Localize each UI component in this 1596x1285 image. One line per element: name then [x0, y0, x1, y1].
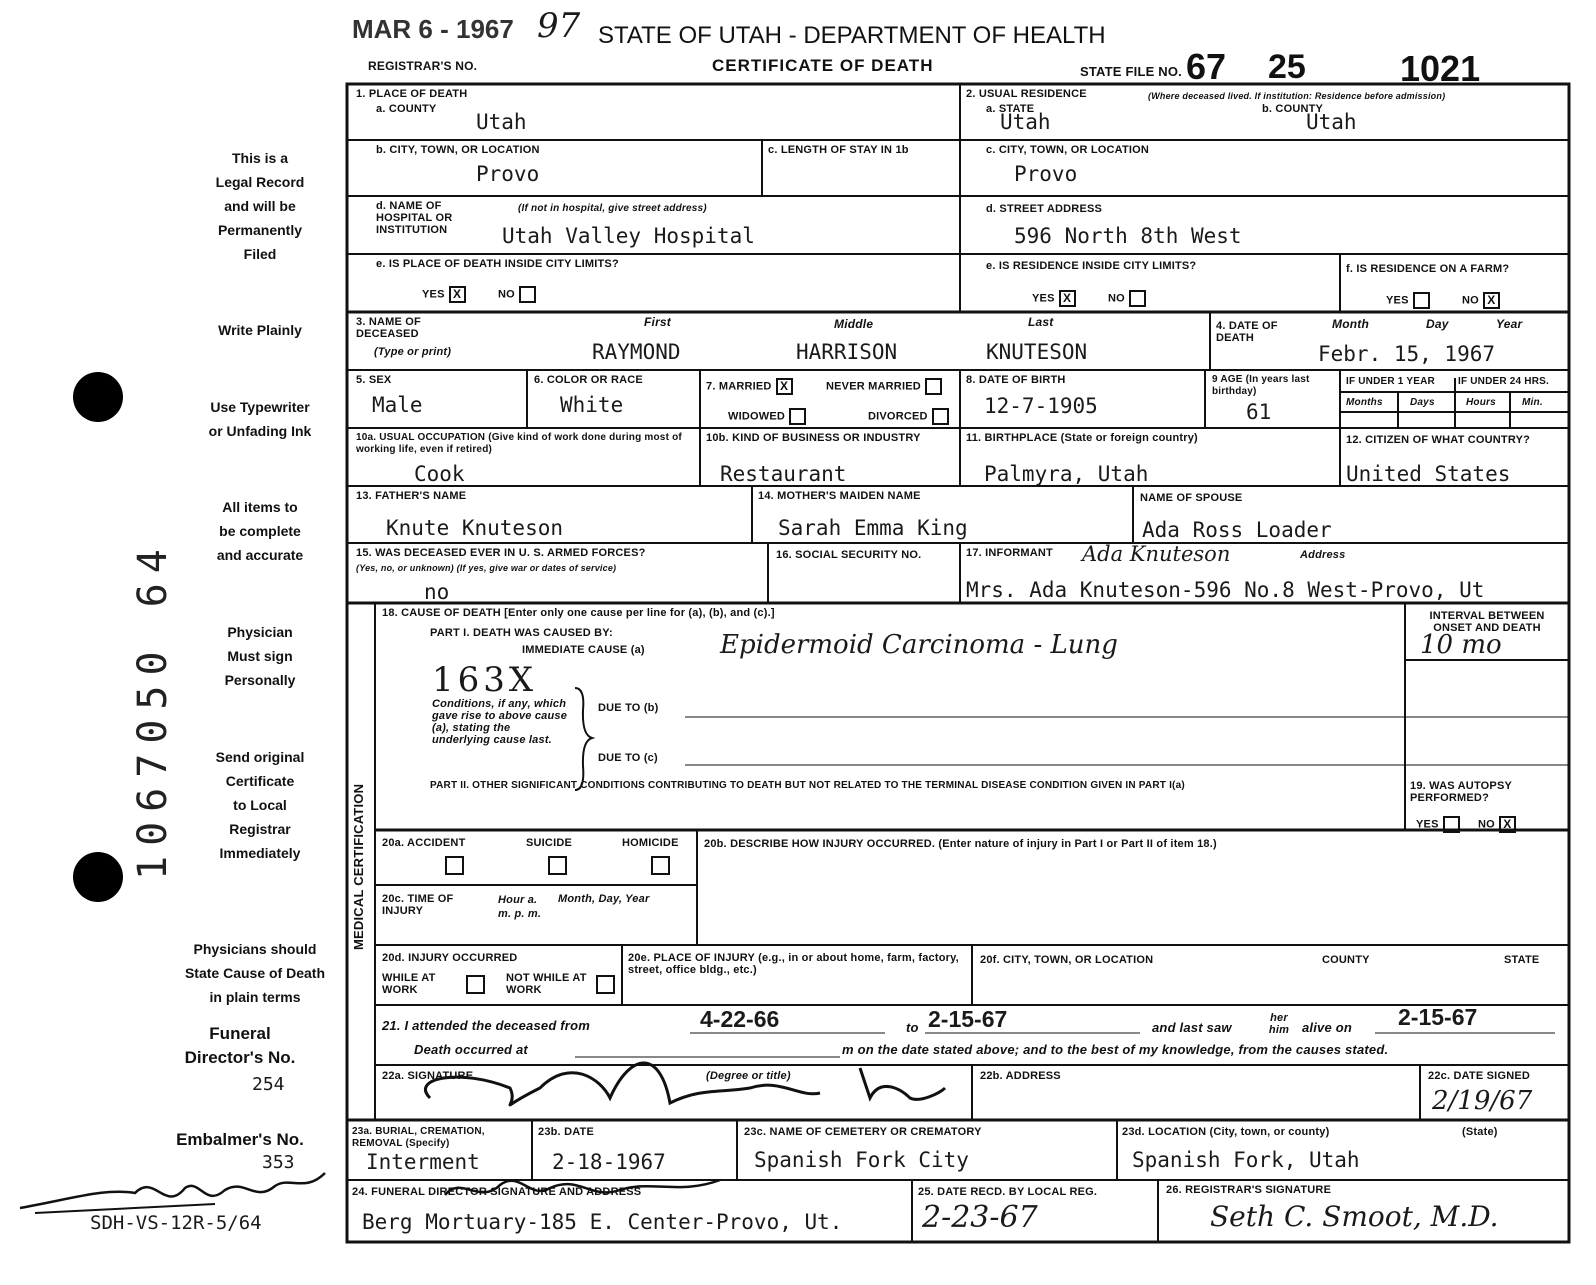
label-death-occurred-rest: m on the date stated above; and to the best of my knowledge, from the causes stated.: [842, 1042, 1389, 1057]
label-citizen: 12. CITIZEN OF WHAT COUNTRY?: [1346, 434, 1531, 446]
funeral-director-signature: [440, 1170, 740, 1210]
farm-no: NO X: [1462, 292, 1500, 309]
label-mother: 14. MOTHER'S MAIDEN NAME: [758, 490, 921, 502]
widowed-option: WIDOWED: [728, 408, 806, 425]
label-year: Year: [1496, 317, 1523, 331]
value-father: Knute Knuteson: [386, 516, 564, 540]
value-funeral-home: Berg Mortuary-185 E. Center-Provo, Ut.: [362, 1210, 843, 1234]
value-burial-date: 2-18-1967: [552, 1150, 666, 1174]
write-plainly-note: Write Plainly: [218, 322, 302, 338]
death-city-yes: YES X: [422, 286, 466, 303]
checkbox-not-while-at-work[interactable]: [596, 975, 615, 994]
label-street-address: d. STREET ADDRESS: [986, 203, 1103, 215]
value-res-city: Provo: [1014, 162, 1078, 186]
label-date-signed: 22c. DATE SIGNED: [1428, 1070, 1531, 1082]
value-death-date: Febr. 15, 1967: [1318, 342, 1496, 366]
physician-signature: [400, 1048, 960, 1120]
registrar-no-label: REGISTRAR'S NO.: [368, 59, 478, 73]
label-race: 6. COLOR OR RACE: [534, 374, 643, 386]
received-stamp: MAR 6 - 1967: [352, 14, 514, 44]
state-file-c: 1021: [1400, 48, 1481, 89]
autopsy-yes: YES: [1416, 816, 1460, 833]
label-place-of-injury: 20e. PLACE OF INJURY (e.g., in or about home, farm, factory, street, office bldg., etc.): [628, 952, 959, 976]
checkbox-farm-yes[interactable]: [1413, 292, 1430, 309]
label-informant-address: Address: [1300, 549, 1346, 561]
label-business: 10b. KIND OF BUSINESS OR INDUSTRY: [706, 432, 921, 444]
label-ssn: 16. SOCIAL SECURITY NO.: [776, 549, 922, 561]
label-due-to-b: DUE TO (b): [598, 702, 659, 714]
label-under-1-year: IF UNDER 1 YEAR: [1346, 376, 1435, 387]
label-immediate-cause: IMMEDIATE CAUSE (a): [522, 644, 645, 656]
label-alive-on: alive on: [1302, 1020, 1353, 1035]
label-injury-city: 20f. CITY, TOWN, OR LOCATION: [980, 954, 1154, 966]
checkbox-never-married[interactable]: [925, 378, 942, 395]
checkbox-accident[interactable]: [445, 856, 464, 875]
value-date-received: 2-23-67: [922, 1200, 1038, 1235]
label-usual-residence: 2. USUAL RESIDENCE: [966, 88, 1087, 100]
label-under-24-hrs: IF UNDER 24 HRS.: [1458, 376, 1549, 387]
value-mother: Sarah Emma King: [778, 516, 968, 540]
label-date-of-death: 4. DATE OF DEATH: [1216, 320, 1278, 344]
label-county: a. COUNTY: [376, 103, 437, 115]
label-length-of-stay: c. LENGTH OF STAY IN 1b: [768, 144, 909, 156]
value-first-name: RAYMOND: [592, 340, 681, 364]
checkbox-homicide[interactable]: [651, 856, 670, 875]
label-spouse: NAME OF SPOUSE: [1140, 492, 1243, 504]
autopsy-no: NO X: [1478, 816, 1516, 833]
label-autopsy: 19. WAS AUTOPSY PERFORMED?: [1410, 780, 1512, 804]
legal-record-note: This is a Legal Record and will be Permanently Filed: [215, 150, 305, 262]
checkbox-suicide[interactable]: [548, 856, 567, 875]
label-last-saw: and last saw: [1152, 1020, 1232, 1035]
label-to: to: [906, 1020, 919, 1035]
label-place-of-death: 1. PLACE OF DEATH: [356, 88, 468, 100]
label-registrar-signature: 26. REGISTRAR'S SIGNATURE: [1166, 1184, 1332, 1196]
label-death-occurred: Death occurred at: [414, 1042, 528, 1057]
divorced-option: DIVORCED: [868, 408, 949, 425]
label-homicide: HOMICIDE: [622, 837, 679, 849]
label-injury-state: STATE: [1504, 954, 1540, 966]
label-res-city-limits: e. IS RESIDENCE INSIDE CITY LIMITS?: [986, 260, 1197, 272]
value-dob: 12-7-1905: [984, 394, 1098, 418]
embalmer-no: 353: [262, 1152, 295, 1173]
value-cemetery-location: Spanish Fork, Utah: [1132, 1148, 1360, 1172]
label-birthplace: 11. BIRTHPLACE (State or foreign country): [966, 432, 1198, 444]
vertical-serial-number: 1067050 64: [130, 539, 176, 880]
label-injury-occurred: 20d. INJURY OCCURRED: [382, 952, 518, 964]
certificate-title: CERTIFICATE OF DEATH: [712, 56, 934, 75]
label-sex: 5. SEX: [356, 374, 392, 386]
value-city: Provo: [476, 162, 540, 186]
label-city: b. CITY, TOWN, OR LOCATION: [376, 144, 540, 156]
value-cause-code: 163X: [432, 660, 538, 700]
value-race: White: [560, 393, 624, 417]
value-spouse: Ada Ross Loader: [1142, 518, 1332, 542]
label-hospital-note: (If not in hospital, give street address): [518, 203, 707, 214]
informant-signature: Ada Knuteson: [1082, 542, 1231, 566]
label-burial-date: 23b. DATE: [538, 1126, 594, 1138]
value-county: Utah: [476, 110, 527, 134]
value-birthplace: Palmyra, Utah: [984, 462, 1149, 486]
label-due-to-c: DUE TO (c): [598, 752, 658, 764]
value-last-name: KNUTESON: [986, 340, 1088, 364]
checkbox-death-city-no[interactable]: [519, 286, 536, 303]
medical-certification-label: MEDICAL CERTIFICATION: [351, 783, 366, 950]
res-city-no: NO: [1108, 290, 1146, 307]
plain-terms-note: Physicians should State Cause of Death in plain terms: [184, 941, 326, 1005]
label-cemetery-location: 23d. LOCATION (City, town, or county): [1122, 1126, 1330, 1138]
value-occupation: Cook: [414, 462, 465, 486]
label-father: 13. FATHER'S NAME: [356, 490, 467, 502]
label-name-deceased: 3. NAME OF DECEASED: [356, 316, 421, 340]
label-month-day-year: Month, Day, Year: [558, 893, 650, 905]
label-age: 9 AGE (In years last birthday): [1212, 374, 1310, 397]
label-burial: 23a. BURIAL, CREMATION, REMOVAL (Specify): [352, 1126, 485, 1149]
checkbox-res-city-no[interactable]: [1129, 290, 1146, 307]
label-date-of-birth: 8. DATE OF BIRTH: [966, 374, 1066, 386]
value-armed-forces: no: [424, 580, 450, 604]
label-time-of-injury: 20c. TIME OF INJURY: [382, 893, 454, 917]
form-number: SDH-VS-12R-5/64: [90, 1212, 262, 1234]
value-cause: Epidermoid Carcinoma - Lung: [720, 630, 1118, 660]
checkbox-death-city-yes[interactable]: X: [449, 286, 466, 303]
label-occupation: 10a. USUAL OCCUPATION (Give kind of work done during most of working life, even if retired): [356, 432, 682, 455]
value-cemetery: Spanish Fork City: [754, 1148, 969, 1172]
farm-yes: YES: [1386, 292, 1430, 309]
label-injury-county: COUNTY: [1322, 954, 1370, 966]
typewriter-note: Use Typewriter or Unfading Ink: [208, 399, 312, 439]
state-file-b: 25: [1268, 48, 1306, 86]
value-middle-name: HARRISON: [796, 340, 898, 364]
label-type-or-print: (Type or print): [374, 346, 452, 358]
label-hours: Hours: [1466, 397, 1496, 408]
value-informant: Mrs. Ada Knuteson-596 No.8 West-Provo, Ut: [966, 578, 1485, 602]
value-interval: 10 mo: [1420, 630, 1502, 660]
label-state: a. STATE: [986, 103, 1035, 115]
state-file-label: STATE FILE NO.: [1080, 64, 1182, 79]
label-middle: Middle: [834, 317, 874, 331]
value-date-signed: 2/19/67: [1432, 1086, 1533, 1116]
label-accident: 20a. ACCIDENT: [382, 837, 466, 849]
physician-sign-note: Physician Must sign Personally: [224, 624, 296, 688]
label-part-2: PART II. OTHER SIGNIFICANT CONDITIONS CONTRIBUTING TO DEATH BUT NOT RELATED TO THE TERMINAL DISEASE CONDITION GIVEN IN PART I(a): [430, 780, 1185, 791]
label-suicide: SUICIDE: [526, 837, 573, 849]
label-days: Days: [1410, 397, 1435, 408]
label-months: Months: [1346, 397, 1383, 408]
checkbox-farm-no[interactable]: X: [1483, 292, 1500, 309]
label-not-while-at-work: NOT WHILE AT WORK: [506, 972, 587, 996]
label-interval: INTERVAL BETWEEN ONSET AND DEATH: [1429, 610, 1545, 634]
checkbox-autopsy-no[interactable]: X: [1499, 816, 1516, 833]
value-citizen: United States: [1346, 462, 1511, 486]
label-day: Day: [1426, 317, 1449, 331]
label-address: 22b. ADDRESS: [980, 1070, 1061, 1082]
complete-note: All items to be complete and accurate: [216, 499, 304, 563]
label-cemetery-state: (State): [1462, 1126, 1498, 1138]
label-first: First: [644, 315, 672, 329]
label-cemetery: 23c. NAME OF CEMETERY OR CREMATORY: [744, 1126, 982, 1138]
value-street: 596 North 8th West: [1014, 224, 1242, 248]
checkbox-autopsy-yes[interactable]: [1443, 816, 1460, 833]
label-hospital: d. NAME OF HOSPITAL OR INSTITUTION: [376, 200, 453, 236]
value-attended-to: 2-15-67: [928, 1006, 1008, 1032]
label-signature: 22a. SIGNATURE: [382, 1070, 474, 1082]
value-age: 61: [1246, 400, 1272, 424]
funeral-director-label: Funeral Director's No.: [184, 1024, 296, 1067]
label-funeral-director: 24. FUNERAL DIRECTOR SIGNATURE AND ADDRESS: [352, 1186, 642, 1198]
label-res-city: c. CITY, TOWN, OR LOCATION: [986, 144, 1150, 156]
label-her-him: her him: [1268, 1012, 1290, 1036]
res-city-yes: YES X: [1032, 290, 1076, 307]
label-inside-city-limits: e. IS PLACE OF DEATH INSIDE CITY LIMITS?: [376, 258, 619, 270]
label-attended: 21. I attended the deceased from: [382, 1018, 590, 1033]
label-conditions: Conditions, if any, which gave rise to above cause (a), stating the underlying cause last.: [432, 698, 568, 746]
value-disposition: Interment: [366, 1150, 480, 1174]
value-sex: Male: [372, 393, 423, 417]
never-married-option: NEVER MARRIED: [826, 378, 942, 395]
checkbox-while-at-work[interactable]: [466, 975, 485, 994]
embalmer-label: Embalmer's No.: [176, 1130, 304, 1149]
label-degree: (Degree or title): [706, 1070, 791, 1082]
value-last-seen: 2-15-67: [1398, 1004, 1478, 1030]
label-armed-forces: 15. WAS DECEASED EVER IN U. S. ARMED FORCES?: [356, 547, 646, 559]
checkbox-res-city-yes[interactable]: X: [1059, 290, 1076, 307]
label-residence-note: (Where deceased lived. If institution: Residence before admission): [1148, 91, 1446, 101]
agency-title: STATE OF UTAH - DEPARTMENT OF HEALTH: [598, 22, 1106, 49]
checkbox-divorced[interactable]: [932, 408, 949, 425]
label-armed-note: (Yes, no, or unknown) (If yes, give war or dates of service): [356, 563, 617, 573]
label-describe-injury: 20b. DESCRIBE HOW INJURY OCCURRED. (Enter nature of injury in Part I or Part II of item 18.): [704, 838, 1217, 850]
death-city-no: NO: [498, 286, 536, 303]
checkbox-widowed[interactable]: [789, 408, 806, 425]
value-hospital: Utah Valley Hospital: [502, 224, 755, 248]
label-hour: Hour a. m. p. m.: [498, 894, 542, 920]
value-business: Restaurant: [720, 462, 847, 486]
label-min: Min.: [1522, 397, 1543, 408]
label-part-1: PART I. DEATH WAS CAUSED BY:: [430, 627, 613, 639]
value-registrar-signature: Seth C. Smoot, M.D.: [1210, 1200, 1499, 1233]
label-cause-of-death: 18. CAUSE OF DEATH [Enter only one cause per line for (a), (b), and (c).]: [382, 607, 775, 619]
checkbox-married[interactable]: X: [776, 378, 793, 395]
label-informant: 17. INFORMANT: [966, 547, 1053, 559]
value-attended-from: 4-22-66: [700, 1006, 780, 1032]
label-res-county: b. COUNTY: [1262, 103, 1324, 115]
send-original-note: Send original Certificate to Local Registrar Immediately: [215, 749, 305, 861]
state-file-a: 67: [1186, 46, 1227, 87]
value-res-state: Utah: [1000, 110, 1051, 134]
label-while-at-work: WHILE AT WORK: [382, 972, 436, 996]
label-last: Last: [1028, 315, 1054, 329]
label-month: Month: [1332, 317, 1369, 331]
label-farm: f. IS RESIDENCE ON A FARM?: [1346, 263, 1510, 275]
value-res-county: Utah: [1306, 110, 1357, 134]
funeral-director-no: 254: [252, 1074, 285, 1095]
married-option: 7. MARRIED X: [706, 378, 793, 395]
label-date-received: 25. DATE RECD. BY LOCAL REG.: [918, 1186, 1098, 1198]
registrar-number-handwritten: 97: [537, 6, 581, 46]
